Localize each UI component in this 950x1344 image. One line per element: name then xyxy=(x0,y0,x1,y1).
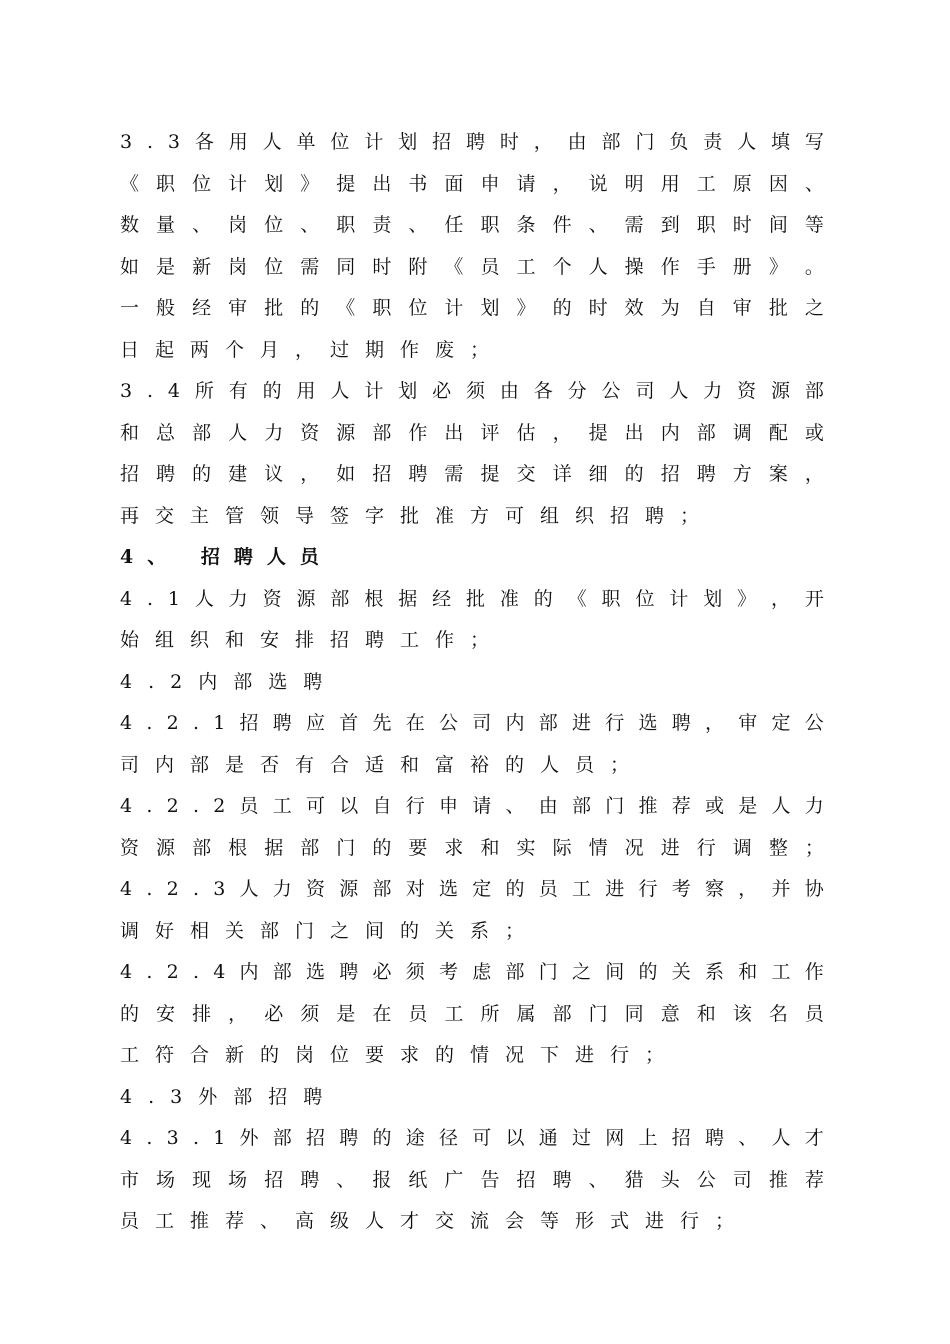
paragraph-3-3-line-2: 《 职 位 计 划 》 提 出 书 面 申 请 ， 说 明 用 工 原 因 、 xyxy=(120,172,824,195)
paragraph-4-2-4-line-1: 4 . 2 . 4 内 部 选 聘 必 须 考 虑 部 门 之 间 的 关 系 和 工 作 xyxy=(120,961,824,983)
paragraph-4-3-1-line-1: 4 . 3 . 1 外 部 招 聘 的 途 径 可 以 通 过 网 上 招 聘 、 人 才 xyxy=(120,1127,824,1149)
paragraph-4-2-4-line-3: 工符合新的岗位要求的情况下进行； xyxy=(120,1044,681,1066)
subheading-4-2: 4.2内部选聘 xyxy=(120,670,339,693)
paragraph-4-2-1-line-1: 4 . 2 . 1 招 聘 应 首 先 在 公 司 内 部 进 行 选 聘 ， 审 定 公 xyxy=(120,712,824,734)
paragraph-3-4-line-4: 再交主管领导签字批准方可组织招聘； xyxy=(120,504,716,527)
paragraph-4-1-line-1: 4 . 1 人 力 资 源 部 根 据 经 批 准 的 《 职 位 计 划 》 ， 开 xyxy=(120,587,824,610)
section-heading-4: 4、 招聘人员 xyxy=(120,546,333,568)
paragraph-4-2-2-line-1: 4 . 2 . 2 员 工 可 以 自 行 申 请 、 由 部 门 推 荐 或 是 人 力 xyxy=(120,795,824,817)
paragraph-4-2-3-line-1: 4 . 2 . 3 人 力 资 源 部 对 选 定 的 员 工 进 行 考 察 ， 并 协 xyxy=(120,878,824,900)
paragraph-4-3-1-line-2: 市 场 现 场 招 聘 、 报 纸 广 告 招 聘 、 猎 头 公 司 推 荐 xyxy=(120,1168,824,1191)
subheading-4-3: 4.3外部招聘 xyxy=(120,1085,339,1108)
paragraph-3-4-line-3: 招 聘 的 建 议 ， 如 招 聘 需 提 交 详 细 的 招 聘 方 案 ， xyxy=(120,463,824,485)
paragraph-4-2-3-line-2: 调好相关部门之间的关系； xyxy=(120,919,541,942)
document-page xyxy=(120,122,824,1243)
paragraph-3-3-line-3: 数 量 、 岗 位 、 职 责 、 任 职 条 件 、 需 到 职 时 间 等 xyxy=(120,214,824,236)
paragraph-3-3-line-6: 日起两个月，过期作废； xyxy=(120,338,506,361)
paragraph-4-2-1-line-2: 司内部是否有合适和富裕的人员； xyxy=(120,753,646,776)
paragraph-3-3-line-5: 一 般 经 审 批 的 《 职 位 计 划 》 的 时 效 为 自 审 批 之 xyxy=(120,297,824,319)
paragraph-4-2-4-line-2: 的 安 排 ， 必 须 是 在 员 工 所 属 部 门 同 意 和 该 名 员 xyxy=(120,1002,824,1025)
paragraph-3-3-line-4: 如 是 新 岗 位 需 同 时 附 《 员 工 个 人 操 作 手 册 》 。 xyxy=(120,255,824,278)
paragraph-4-1-line-2: 始组织和安排招聘工作； xyxy=(120,629,506,651)
paragraph-3-4-line-1: 3 . 4 所 有 的 用 人 计 划 必 须 由 各 分 公 司 人 力 资 源 部 xyxy=(120,380,824,402)
paragraph-3-3-line-1: 3 . 3 各 用 人 单 位 计 划 招 聘 时 ， 由 部 门 负 责 人 填 写 xyxy=(120,131,824,153)
paragraph-4-2-2-line-2: 资 源 部 根 据 部 门 的 要 求 和 实 际 情 况 进 行 调 整 ； xyxy=(120,836,824,859)
paragraph-3-4-line-2: 和 总 部 人 力 资 源 部 作 出 评 估 ， 提 出 内 部 调 配 或 xyxy=(120,421,824,444)
paragraph-4-3-1-line-3: 员工推荐、高级人才交流会等形式进行； xyxy=(120,1210,751,1232)
